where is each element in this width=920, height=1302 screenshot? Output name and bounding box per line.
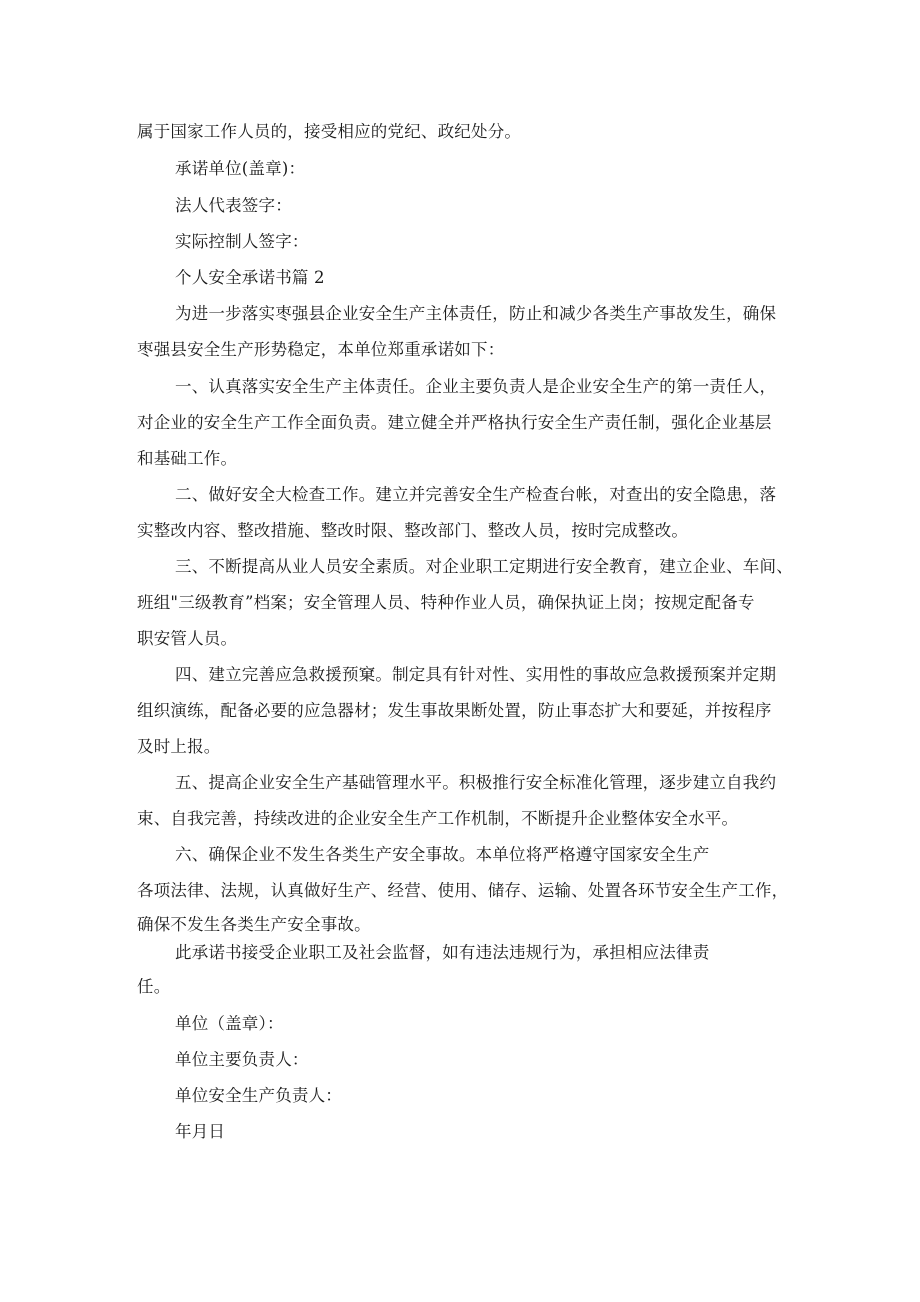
item2-line: 二、做好安全大检查工作。建立并完善安全生产检查台帐，对查出的安全隐患，落 (175, 485, 777, 504)
item3-line: 班组"三级教育”档案；安全管理人员、特种作业人员，确保执证上岗；按规定配备专 (137, 593, 755, 612)
item1-line: 对企业的安全生产工作全面负责。建立健全并严格执行安全生产责任制，强化企业基层 (137, 413, 772, 432)
item3-line: 三、不断提高从业人员安全素质。对企业职工定期进行安全教育，建立企业、车间、 (175, 557, 793, 576)
item5-line: 五、提高企业安全生产基础管理水平。积极推行安全标准化管理，逐步建立自我约 (175, 773, 777, 792)
item1-line: 一、认真落实安全生产主体责任。企业主要负责人是企业安全生产的第一责任人， (175, 377, 777, 396)
section-title: 个人安全承诺书篇 2 (175, 268, 325, 287)
signature-line-unit-seal: 承诺单位(盖章)： (175, 159, 306, 178)
item1-line: 和基础工作。 (137, 449, 238, 468)
item6-line: 确保不发生各类生产安全事故。 (137, 915, 371, 934)
signature-line-unit: 单位（盖章）： (175, 1014, 284, 1033)
item2-line: 实整改内容、整改措施、整改时限、整改部门、整改人员，按时完成整改。 (137, 521, 689, 540)
preamble-line: 为进一步落实枣强县企业安全生产主体责任，防止和减少各类生产事故发生，确保 (175, 304, 777, 323)
signature-line-safety-principal: 单位安全生产负责人： (175, 1086, 342, 1105)
date-line: 年月日 (175, 1122, 226, 1141)
item3-line: 职安管人员。 (137, 629, 238, 648)
item6-line: 六、确保企业不发生各类生产安全事故。本单位将严格遵守国家安全生产 (175, 845, 710, 864)
text-line: 属于国家工作人员的，接受相应的党纪、政纪处分。 (137, 122, 522, 141)
signature-line-legal-rep: 法人代表签字： (175, 196, 292, 215)
preamble-line: 枣强县安全生产形势稳定，本单位郑重承诺如下： (137, 340, 505, 359)
supervision-line: 任。 (137, 977, 171, 996)
item5-line: 束、自我完善，持续改进的企业安全生产工作机制，不断提升企业整体安全水平。 (137, 809, 739, 828)
item6-line: 各项法律、法规，认真做好生产、经营、使用、储存、运输、处置各环节安全生产工作， (137, 881, 789, 900)
item4-line: 及时上报。 (137, 737, 221, 756)
supervision-line: 此承诺书接受企业职工及社会监督，如有违法违规行为，承担相应法律责 (175, 943, 710, 962)
item4-line: 组织演练，配备必要的应急器材；发生事故果断处置，防止事态扩大和要延，并按程序 (137, 701, 772, 720)
item4-line: 四、建立完善应急救援预窠。制定具有针对性、实用性的事故应急救援预案并定期 (175, 665, 777, 684)
signature-line-principal: 单位主要负责人： (175, 1050, 309, 1069)
signature-line-controller: 实际控制人签字： (175, 232, 309, 251)
